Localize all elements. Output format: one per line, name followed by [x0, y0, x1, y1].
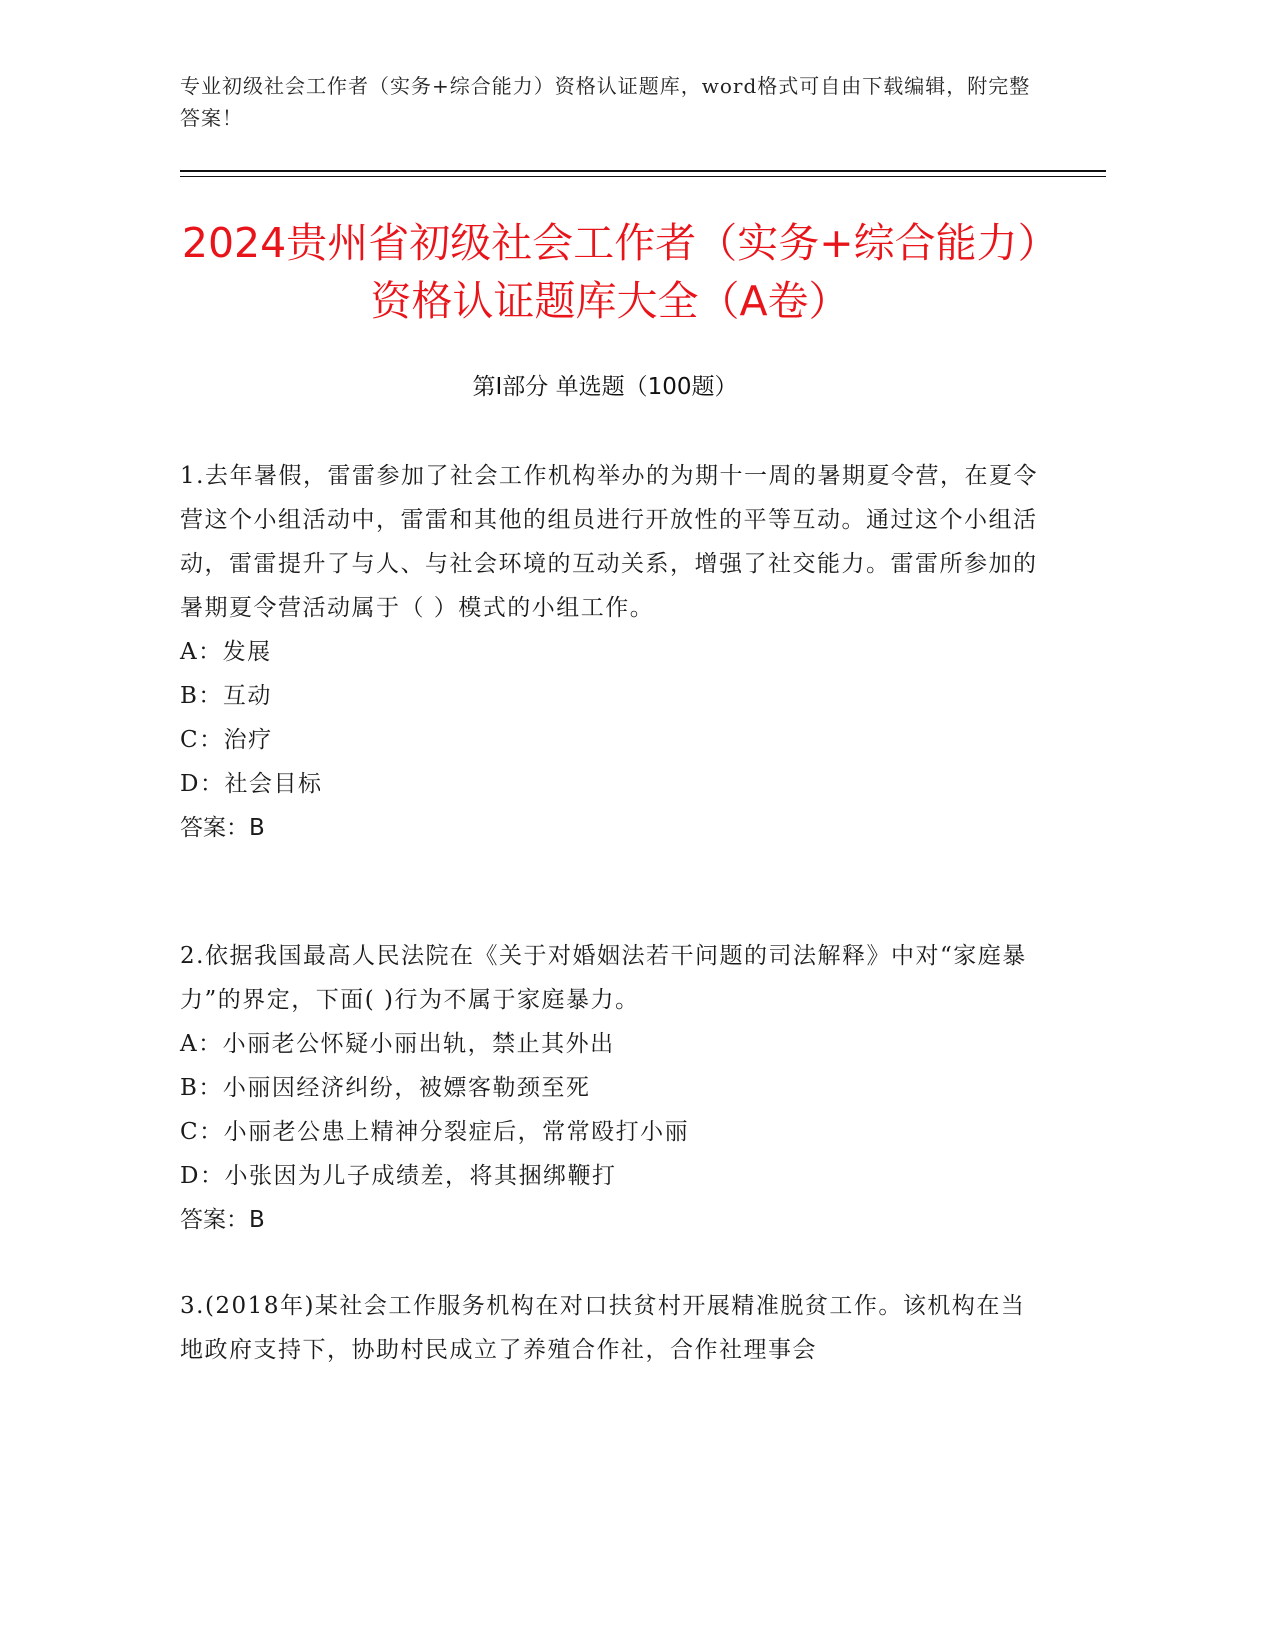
question-3	[180, 1284, 1040, 1372]
option-b: B：小丽因经济纠纷，被嫖客勒颈至死	[180, 1075, 591, 1101]
question-2	[180, 934, 1040, 1242]
question-stem: 3.(2018年)某社会工作服务机构在对口扶贫村开展精准脱贫工作。该机构在当地政府支持下，协助村民成立了养殖合作社，合作社理事会	[180, 1293, 1026, 1363]
option-c: C：治疗	[180, 727, 273, 753]
option-d: D：社会目标	[180, 771, 323, 797]
answer-line: 答案：B	[180, 1207, 265, 1233]
question-stem: 2.依据我国最高人民法院在《关于对婚姻法若干问题的司法解释》中对“家庭暴力”的界定，下面( )行为不属于家庭暴力。	[180, 943, 1027, 1013]
option-c: C：小丽老公患上精神分裂症后，常常殴打小丽	[180, 1119, 690, 1145]
option-b: B：互动	[180, 683, 272, 709]
header-divider-thin	[180, 176, 1106, 177]
question-stem: 1.去年暑假，雷雷参加了社会工作机构举办的为期十一周的暑期夏令营，在夏令营这个小组活动中，雷雷和其他的组员进行开放性的平等互动。通过这个小组活动，雷雷提升了与人、与社会环境的互动关系，增强了社交能力。雷雷所参加的暑期夏令营活动属于（ ）模式的小组工作。	[180, 463, 1038, 621]
header-note: 专业初级社会工作者（实务+综合能力）资格认证题库，word格式可自由下载编辑，附完整答案！	[180, 74, 1031, 130]
answer-line: 答案：B	[180, 815, 265, 841]
option-a: A：小丽老公怀疑小丽出轨，禁止其外出	[180, 1031, 615, 1057]
option-a: A：发展	[180, 639, 272, 665]
header-divider	[180, 170, 1106, 172]
section-heading: 第I部分 单选题（100题）	[472, 374, 738, 400]
document-title: 2024贵州省初级社会工作者（实务+综合能力）资格认证题库大全（A卷）	[181, 219, 1039, 325]
question-1	[180, 454, 1040, 850]
option-d: D：小张因为儿子成绩差，将其捆绑鞭打	[180, 1163, 617, 1189]
